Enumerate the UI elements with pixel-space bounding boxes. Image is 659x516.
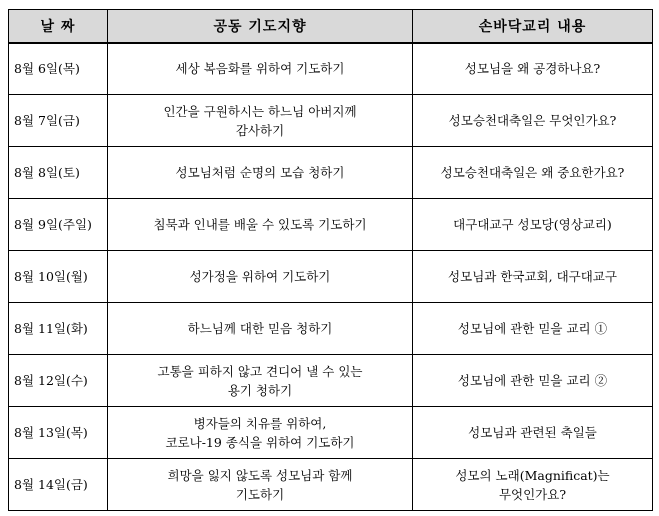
prayer-intention-cell (108, 43, 413, 95)
catechism-content-line: 성모님을 왜 공경하나요? (464, 61, 601, 77)
prayer-intention-line: 성모님처럼 순명의 모습 청하기 (175, 165, 345, 180)
prayer-intention-line: 고통을 피하지 않고 견디어 낼 수 있는 (157, 363, 363, 379)
catechism-content-cell (413, 407, 653, 459)
catechism-content-cell (413, 459, 653, 511)
header-date: 날 짜 (9, 10, 108, 43)
prayer-intention-cell (108, 303, 413, 355)
date-cell: 8월 7일(금) (9, 95, 108, 147)
catechism-content-line: 성모의 노래(Magnificat)는 (455, 467, 610, 483)
prayer-intention-line: 기도하기 (235, 486, 285, 502)
table-header-row (9, 10, 653, 43)
date-cell: 8월 14일(금) (9, 459, 108, 511)
prayer-intention-line: 감사하기 (235, 122, 285, 138)
prayer-intention-line: 세상 복음화를 위하여 기도하기 (175, 61, 345, 77)
catechism-content-cell (413, 303, 653, 355)
catechism-content-line: 성모승천대축일은 무엇인가요? (448, 113, 617, 128)
prayer-intention-cell (108, 407, 413, 459)
header-prayer-intention: 공동 기도지향 (108, 10, 413, 43)
prayer-intention-line: 용기 청하기 (227, 382, 293, 398)
table-row (9, 199, 653, 251)
prayer-intention-cell (108, 459, 413, 511)
catechism-content-cell (413, 199, 653, 251)
prayer-intention-line: 병자들의 치유를 위하여, (193, 415, 327, 431)
prayer-intention-line: 하느님께 대한 믿음 청하기 (187, 321, 333, 336)
date-cell: 8월 12일(수) (9, 355, 108, 407)
prayer-schedule-table (8, 9, 653, 511)
date-cell: 8월 8일(토) (9, 147, 108, 199)
prayer-intention-cell (108, 147, 413, 199)
catechism-content-line: 성모님에 관한 믿을 교리 ① (457, 321, 608, 336)
date-cell: 8월 11일(화) (9, 303, 108, 355)
table-row (9, 95, 653, 147)
prayer-intention-line: 인간을 구원하시는 하느님 아버지께 (163, 103, 357, 119)
catechism-content-cell (413, 43, 653, 95)
prayer-intention-line: 침묵과 인내를 배울 수 있도록 기도하기 (153, 217, 367, 232)
table-row (9, 43, 653, 95)
prayer-intention-line: 성가정을 위하여 기도하기 (189, 269, 331, 284)
table-row (9, 303, 653, 355)
catechism-content-cell (413, 95, 653, 147)
catechism-content-line: 성모님에 관한 믿을 교리 ② (457, 373, 608, 388)
table-row (9, 147, 653, 199)
catechism-content-cell (413, 251, 653, 303)
catechism-content-cell (413, 355, 653, 407)
catechism-content-cell (413, 147, 653, 199)
prayer-intention-cell (108, 95, 413, 147)
catechism-content-line: 대구대교구 성모당(영상교리) (453, 217, 612, 232)
catechism-content-line: 성모님과 한국교회, 대구대교구 (448, 269, 617, 284)
header-catechism-content: 손바닥교리 내용 (413, 10, 653, 43)
table-row (9, 407, 653, 459)
catechism-content-line: 성모님과 관련된 축일들 (468, 425, 597, 440)
table-row (9, 355, 653, 407)
catechism-content-line: 무엇인가요? (498, 486, 567, 502)
table-body (9, 43, 653, 511)
prayer-intention-cell (108, 355, 413, 407)
table-row (9, 459, 653, 511)
date-cell: 8월 9일(주일) (9, 199, 108, 251)
date-cell: 8월 6일(목) (9, 43, 108, 95)
prayer-intention-line: 희망을 잃지 않도록 성모님과 함께 (167, 467, 353, 483)
date-cell: 8월 13일(목) (9, 407, 108, 459)
prayer-intention-cell (108, 251, 413, 303)
prayer-intention-line: 코로나-19 종식을 위하여 기도하기 (165, 434, 355, 450)
date-cell: 8월 10일(월) (9, 251, 108, 303)
table-row (9, 251, 653, 303)
prayer-intention-cell (108, 199, 413, 251)
catechism-content-line: 성모승천대축일은 왜 중요한가요? (440, 165, 625, 180)
